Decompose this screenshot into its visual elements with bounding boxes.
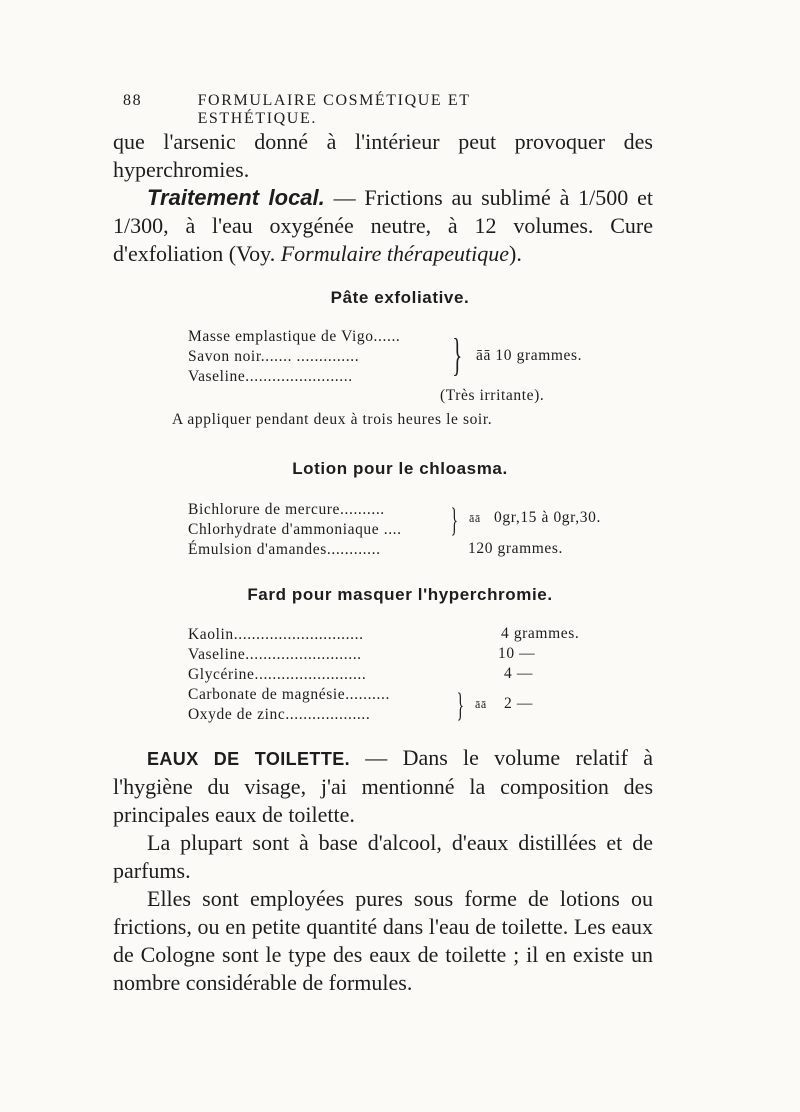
traitement-paragraph xyxy=(113,184,653,268)
ingredient-line xyxy=(188,625,458,645)
quantity: 10 — xyxy=(498,645,536,662)
eaux-label: EAUX DE TOILETTE. xyxy=(147,749,351,769)
brace-glyph: } xyxy=(452,329,463,380)
ingredient-line xyxy=(188,705,458,725)
ingredient: Émulsion d'amandes............ xyxy=(188,541,381,558)
running-header xyxy=(123,92,593,128)
ingredient-line xyxy=(188,520,458,540)
ingredient-line xyxy=(188,540,458,560)
ingredient: Savon noir....... .............. xyxy=(188,348,360,365)
recipe-lotion-chloasma xyxy=(188,500,601,560)
ingredient: Oxyde de zinc................... xyxy=(188,706,371,723)
ingredient-line xyxy=(188,645,458,665)
quantity: 4 — xyxy=(504,665,533,682)
recipe-pate-exfoliative xyxy=(188,327,583,387)
ingredient: Vaseline.......................... xyxy=(188,646,362,663)
brace-quantity: 0gr,15 à 0gr,30. xyxy=(494,509,601,526)
ingredient: Glycérine......................... xyxy=(188,666,367,683)
ingredient: Kaolin............................. xyxy=(188,626,364,643)
ingredient-line xyxy=(188,367,458,387)
traitement-label: Traitement local. xyxy=(147,185,325,210)
page-number: 88 xyxy=(123,92,143,109)
ingredient: Carbonate de magnésie.......... xyxy=(188,686,390,703)
last-quantity: 120 grammes. xyxy=(468,540,564,557)
recipe-title: Pâte exfoliative. xyxy=(330,288,470,307)
brace-glyph: } xyxy=(456,687,465,724)
ingredient: Masse emplastique de Vigo...... xyxy=(188,328,401,345)
ingredient: Chlorhydrate d'ammoniaque .... xyxy=(188,521,402,538)
traitement-end: ). xyxy=(509,241,522,266)
brace-aa: āā xyxy=(469,511,481,525)
eaux-text: — Dans le volume relatif à l'hygiène du visage, j'ai mentionné la composition des principales eaux de toilette. xyxy=(113,745,653,827)
traitement-ref: Formulaire thérapeutique xyxy=(280,241,510,266)
running-title: FORMULAIRE COSMÉTIQUE ET ESTHÉTIQUE. xyxy=(197,92,471,127)
brace-quantity: 2 — xyxy=(504,695,533,712)
ingredient-line xyxy=(188,685,458,705)
intro-section xyxy=(113,128,653,268)
ingredient-line xyxy=(188,500,458,520)
brace-glyph: } xyxy=(450,502,459,539)
recipe-note: (Très irritante). xyxy=(440,387,545,404)
ingredient-line xyxy=(188,347,458,367)
traitement-text: — Frictions au sublimé à 1/500 et 1/300, à l'eau oxygénée neutre, à 12 volumes. Cure d'exfoliation (Voy. xyxy=(113,185,653,266)
paragraph: La plupart sont à base d'alcool, d'eaux distillées et de parfums. xyxy=(113,830,653,883)
ingredient: Bichlorure de mercure.......... xyxy=(188,501,385,518)
recipe-instruction: A appliquer pendant deux à trois heures le soir. xyxy=(172,411,493,428)
ingredient-line xyxy=(188,327,458,347)
ingredient: Vaseline........................ xyxy=(188,368,353,385)
brace-aa: āā xyxy=(475,697,487,711)
ingredient-line xyxy=(188,665,458,685)
recipe-fard xyxy=(188,625,580,725)
closing-section xyxy=(113,744,653,997)
recipe-title: Lotion pour le chloasma. xyxy=(292,459,508,478)
quantity: 4 grammes. xyxy=(501,625,580,642)
brace-quantity: āā 10 grammes. xyxy=(476,347,583,364)
recipe-title: Fard pour masquer l'hyperchromie. xyxy=(247,585,553,604)
eaux-paragraph xyxy=(113,744,653,829)
intro-paragraph: que l'arsenic donné à l'intérieur peut provoquer des hyperchromies. xyxy=(113,129,653,182)
paragraph: Elles sont employées pures sous forme de lotions ou frictions, ou en petite quantité dans l'eau de toilette. Les eaux de Cologne sont le type des eaux de toilette ; il en existe un nombre considérable de formules. xyxy=(113,886,653,995)
